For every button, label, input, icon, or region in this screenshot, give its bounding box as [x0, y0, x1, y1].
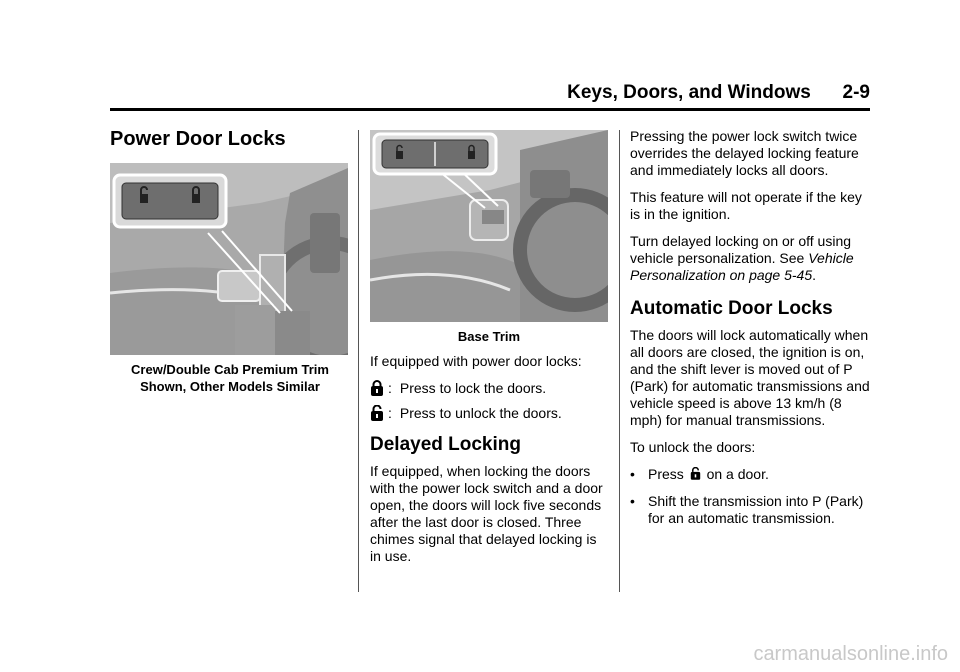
column-3 — [630, 128, 870, 537]
header-title: Keys, Doors, and Windows — [567, 82, 811, 103]
column-2 — [370, 130, 608, 575]
door-panel-illustration-base — [370, 130, 608, 322]
intro-paragraph: If equipped with power door locks: — [370, 353, 582, 369]
door-panel-illustration-premium — [110, 163, 348, 355]
lock-instruction-text: Press to lock the doors. — [399, 380, 547, 396]
image-caption: Base Trim — [457, 329, 521, 344]
paragraph: This feature will not operate if the key is in the ignition. — [630, 189, 862, 222]
header-rule — [110, 108, 870, 111]
lock-instruction: : Press to lock the doors. — [370, 380, 608, 397]
unlock-instruction: : Press to unlock the doors. — [370, 405, 608, 422]
bullet-icon: • — [630, 466, 635, 482]
bullet-item: • Shift the transmission into P (Park) for an automatic transmission. — [630, 493, 864, 526]
subsection-heading: Delayed Locking — [370, 434, 521, 455]
cross-reference: Vehicle Personalization on page 5-45 — [630, 250, 854, 283]
subsection-heading: Automatic Door Locks — [630, 298, 833, 319]
paragraph: The doors will lock automatically when all doors are closed, the ignition is on, and the shift lever is moved out of P (Park) for automatic transmissions and vehicle speed is above 13 km/h (8 mph) for manual transmissions. — [630, 327, 870, 428]
page-header — [520, 82, 870, 104]
paragraph: If equipped, when locking the doors with the power lock switch and a door open, the doors will lock five seconds after the last door is closed. Three chimes signal that delayed locking is in use. — [370, 463, 603, 564]
paragraph: Pressing the power lock switch twice overrides the delayed locking feature and immediately locks all doors. — [630, 128, 859, 178]
column-1 — [110, 128, 350, 395]
watermark: carmanualsonline.info — [753, 643, 948, 665]
bullet-item: • Press on a door. — [630, 466, 769, 482]
body-text — [370, 353, 608, 565]
unlock-icon — [370, 405, 384, 421]
paragraph: Turn delayed locking on or off using vehicle personalization. See Vehicle Personalization on page 5-45. — [630, 233, 854, 283]
column-divider — [619, 130, 620, 592]
column-divider — [358, 130, 359, 592]
unlock-icon — [690, 467, 701, 480]
image-caption: Crew/Double Cab Premium Trim Shown, Other Models Similar — [131, 362, 329, 394]
section-heading: Power Door Locks — [110, 128, 286, 150]
unlock-instruction-text: Press to unlock the doors. — [399, 405, 562, 421]
page-number: 2-9 — [842, 82, 870, 103]
bullet-icon: • — [630, 493, 635, 509]
lock-icon — [370, 380, 384, 396]
paragraph: To unlock the doors: — [630, 439, 756, 455]
